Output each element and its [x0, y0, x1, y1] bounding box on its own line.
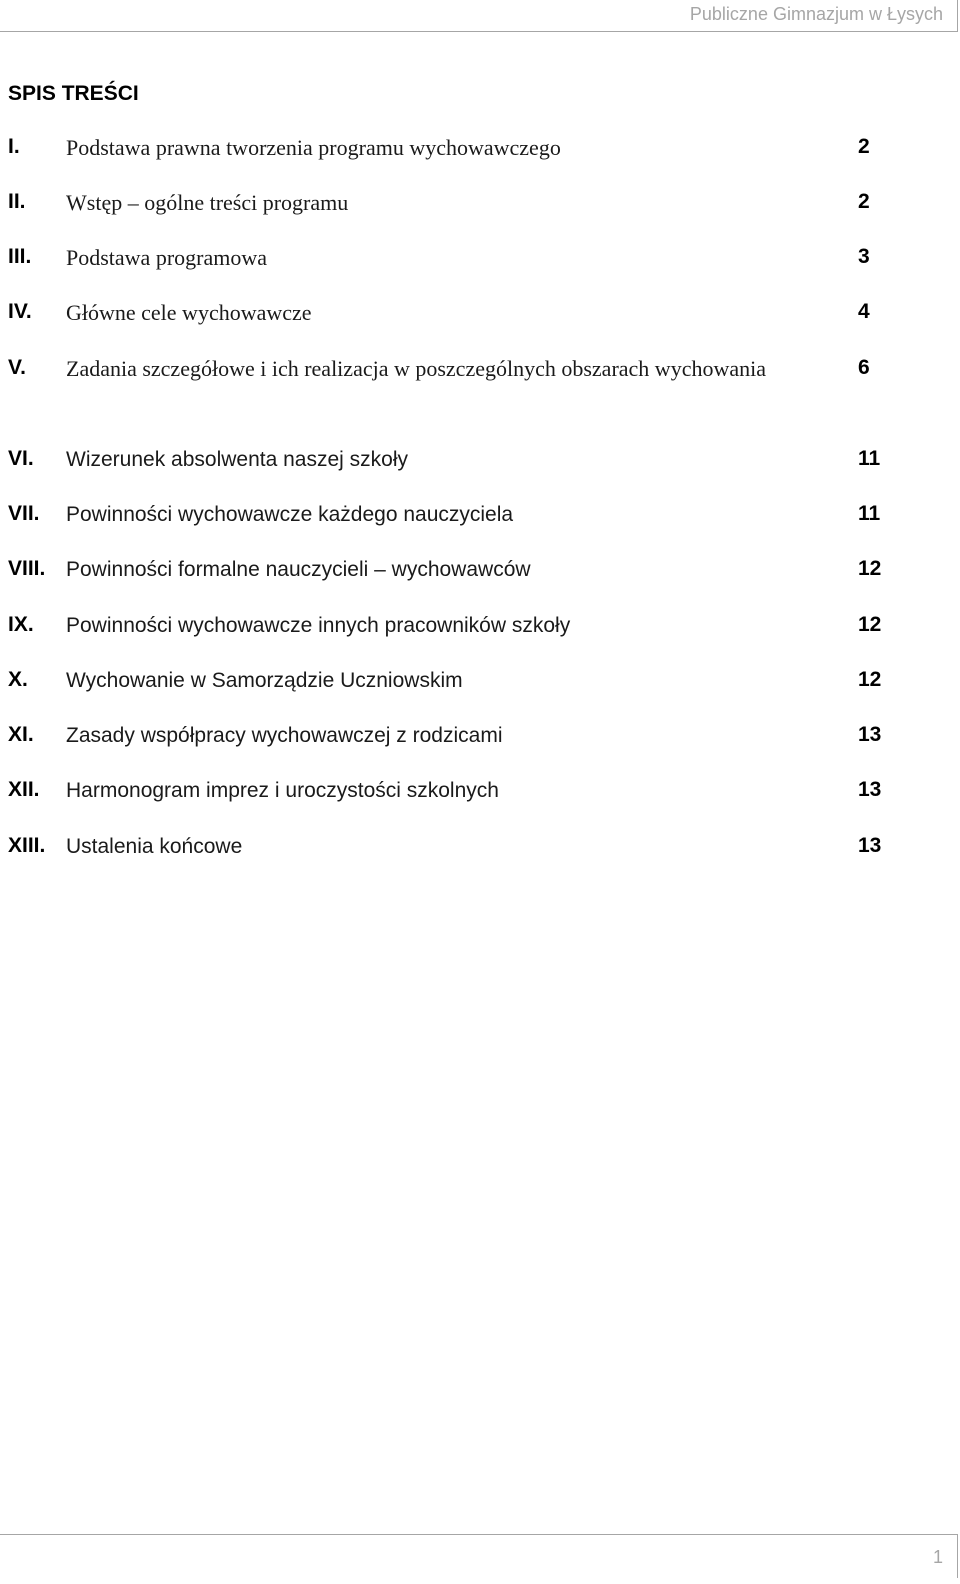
- toc-entry-page: 12: [858, 557, 882, 580]
- toc-entry-title: Powinności wychowawcze każdego nauczyciela: [66, 503, 514, 526]
- toc-entry-title: Wychowanie w Samorządzie Uczniowskim: [66, 669, 463, 692]
- toc-entry[interactable]: [0, 834, 960, 864]
- toc-entry-title: Wizerunek absolwenta naszej szkoły: [66, 448, 408, 471]
- toc-entry-number: VIII.: [8, 557, 46, 580]
- toc-entry-page: 2: [858, 190, 870, 213]
- toc-entry-page: 12: [858, 613, 882, 636]
- toc-entry[interactable]: [0, 502, 960, 532]
- header-text: Publiczne Gimnazjum w Łysych: [689, 4, 943, 24]
- toc-entry[interactable]: [0, 300, 960, 330]
- toc-entry-title: Powinności formalne nauczycieli – wychowawców: [66, 558, 531, 581]
- toc-entry-title: Wstęp – ogólne treści programu: [66, 190, 349, 215]
- toc-entry-title: Zasady współpracy wychowawczej z rodzicami: [66, 724, 503, 747]
- toc-entry-page: 13: [858, 834, 882, 857]
- toc-entry[interactable]: [0, 723, 960, 753]
- toc-entry[interactable]: [0, 668, 960, 698]
- toc-entry-title: Główne cele wychowawcze: [66, 300, 312, 325]
- toc-entry[interactable]: [0, 135, 960, 165]
- toc-entry-number: XII.: [8, 778, 40, 801]
- toc-entry-title: Zadania szczegółowe i ich realizacja w poszczególnych obszarach wychowania: [66, 356, 766, 381]
- toc-entry[interactable]: [0, 613, 960, 643]
- toc-entry-number: IV.: [8, 300, 32, 323]
- toc-entry[interactable]: [0, 447, 960, 477]
- toc-entry-page: 13: [858, 723, 882, 746]
- toc-entry-page: 13: [858, 778, 882, 801]
- toc-entry-number: XIII.: [8, 834, 46, 857]
- toc-entry-number: VII.: [8, 502, 40, 525]
- toc-entry-title: Ustalenia końcowe: [66, 835, 243, 858]
- toc-entry-number: IX.: [8, 613, 34, 636]
- toc-entry-title: Powinności wychowawcze innych pracowników szkoły: [66, 614, 571, 637]
- toc-entry-page: 4: [858, 300, 870, 323]
- page-footer: [0, 1534, 958, 1578]
- toc-entry[interactable]: [0, 778, 960, 808]
- toc-entry-number: X.: [8, 668, 28, 691]
- toc-entry[interactable]: [0, 557, 960, 587]
- toc-entry[interactable]: [0, 245, 960, 275]
- toc-entry-title: Podstawa prawna tworzenia programu wychowawczego: [66, 135, 561, 160]
- toc-entry-page: 11: [858, 502, 881, 525]
- toc-entry-page: 11: [858, 447, 881, 470]
- toc-entry-number: XI.: [8, 723, 34, 746]
- toc-entry-title: Podstawa programowa: [66, 245, 268, 270]
- page-header: [0, 0, 958, 32]
- toc-entry-title: Harmonogram imprez i uroczystości szkolnych: [66, 779, 499, 802]
- toc-entry-page: 3: [858, 245, 870, 268]
- toc-entry-number: V.: [8, 356, 26, 379]
- toc-entry-number: III.: [8, 245, 32, 268]
- toc-entry[interactable]: [0, 190, 960, 220]
- page-number: 1: [932, 1547, 943, 1567]
- toc-entry-number: II.: [8, 190, 26, 213]
- toc-entry-page: 12: [858, 668, 882, 691]
- toc-entry[interactable]: [0, 356, 960, 422]
- toc-title: SPIS TREŚCI: [8, 82, 139, 105]
- toc-entry-page: 6: [858, 356, 870, 379]
- toc-entry-number: VI.: [8, 447, 34, 470]
- toc-entry-number: I.: [8, 135, 20, 158]
- toc-entry-page: 2: [858, 135, 870, 158]
